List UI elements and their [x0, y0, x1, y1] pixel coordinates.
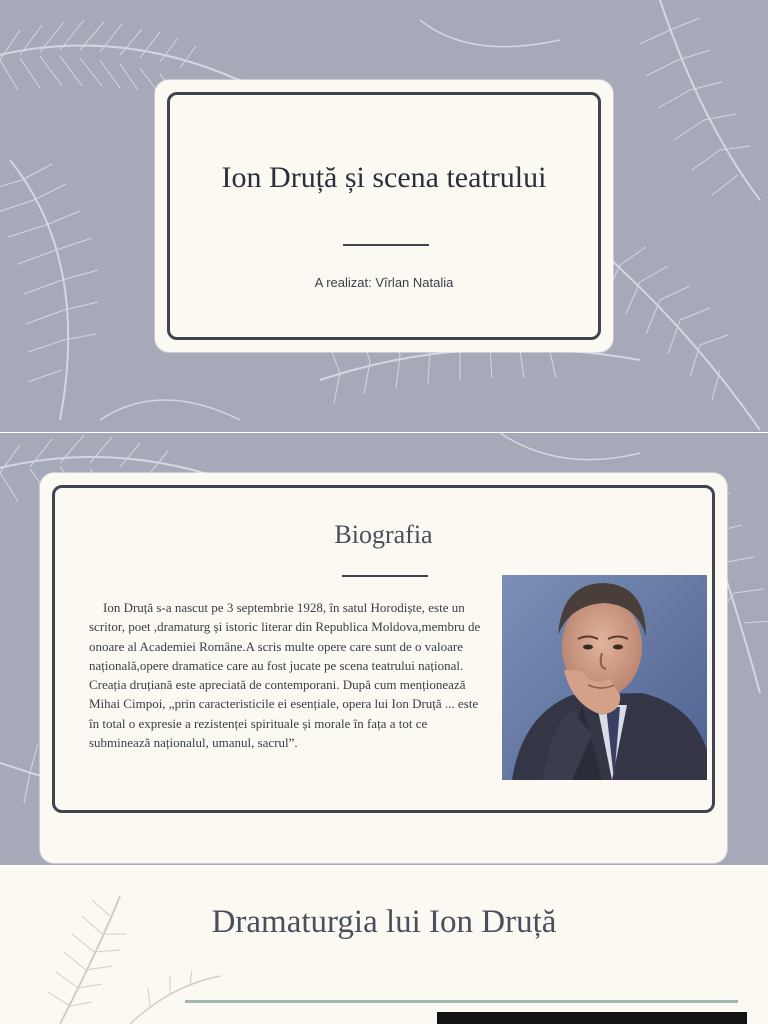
- biography-divider: [342, 575, 428, 577]
- dark-image-edge: [437, 1012, 747, 1024]
- portrait-photo: [502, 575, 707, 780]
- dramaturgy-title: Dramaturgia lui Ion Druță: [211, 904, 557, 940]
- accent-line: [185, 1000, 738, 1003]
- biography-title: Biografia: [334, 520, 433, 549]
- author-line: A realizat: Vîrlan Natalia: [314, 275, 454, 290]
- slide-dramaturgy: [0, 866, 768, 1024]
- presentation-title: Ion Druță și scena teatrului: [221, 161, 547, 194]
- title-card: [167, 92, 601, 340]
- slide-biography: [0, 433, 768, 865]
- title-divider: [343, 244, 429, 246]
- biography-text: Ion Druță s-a nascut pe 3 septembrie 1928, în satul Horodiște, este un scritor, poet ,dramaturg și istoric literar din Republica Moldova,membru de onoare al Academiei Române.A scris multe opere care sunt de o valoare națională,opere dramatice care au fost jucate pe scena teatrului național. Creația druțiană este apreciată de contemporani. După cum menționează Mihai Cimpoi, „prin caracteristicile ei esențiale, opera lui Ion Druță ... este în total o expresie a rezistenței spirituale și morale în fața a tot ce subminează naționalul, umanul, sacrul”.: [89, 600, 481, 751]
- biography-card: [52, 485, 715, 813]
- slide-title: [0, 0, 768, 432]
